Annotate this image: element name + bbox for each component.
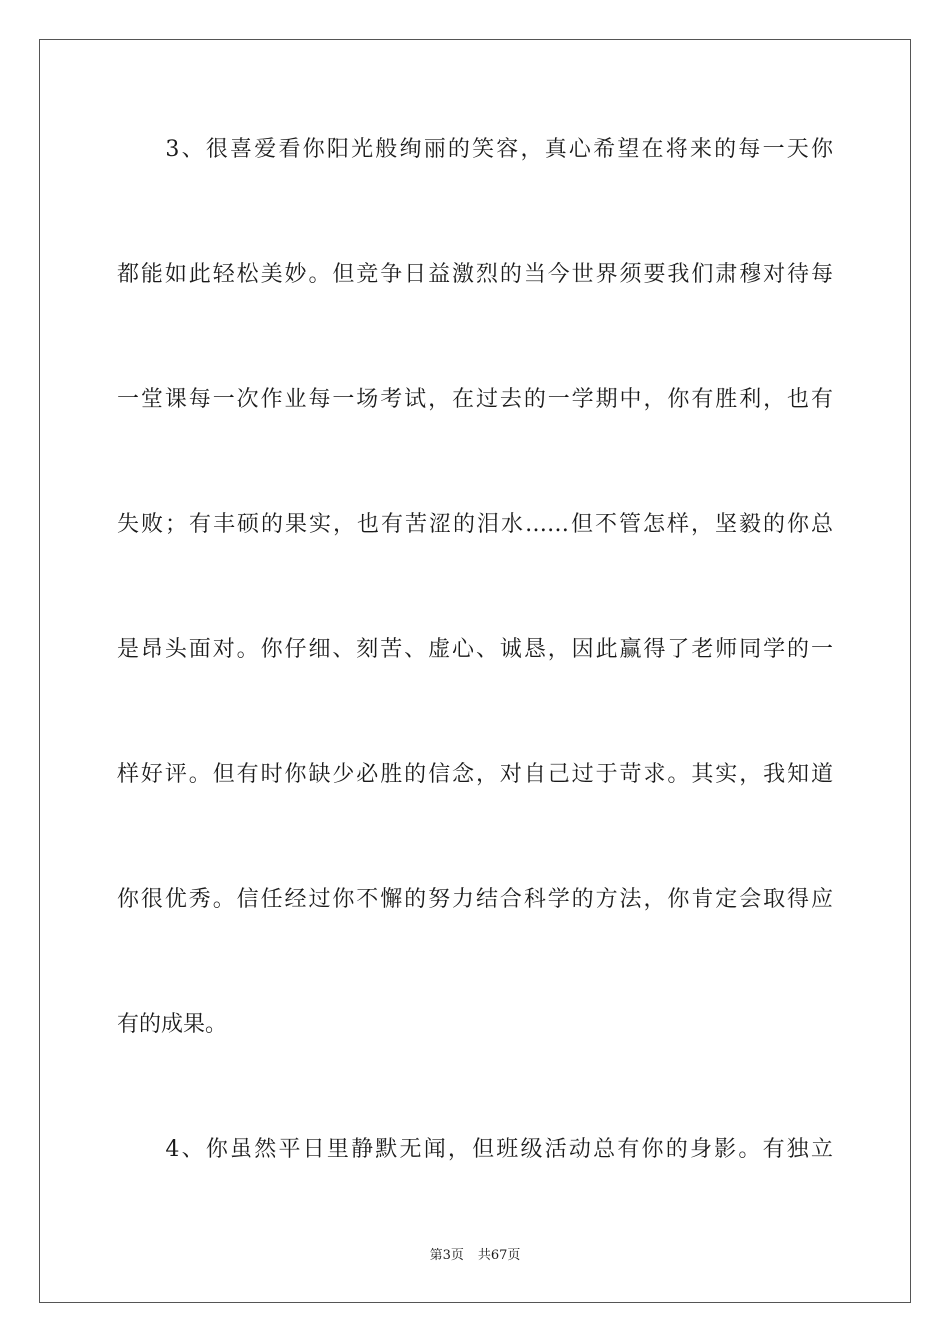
page-total: 共67页 (477, 1248, 521, 1263)
paragraph-3-line-2: 都能如此轻松美妙。但竞争日益激烈的当今世界须要我们肃穆对待每 (117, 262, 833, 287)
page-number: 第3页 (429, 1248, 464, 1263)
paragraph-3-line-8: 有的成果。 (117, 1012, 228, 1037)
page-border (39, 39, 911, 1303)
paragraph-3-line-6: 样好评。但有时你缺少必胜的信念，对自己过于苛求。其实，我知道 (117, 762, 833, 787)
page-footer (0, 1247, 950, 1265)
paragraph-4-line-1: 4、你虽然平日里静默无闻，但班级活动总有你的身影。有独立 (117, 1137, 833, 1162)
paragraph-3-line-5: 是昂头面对。你仔细、刻苦、虚心、诚恳，因此赢得了老师同学的一 (117, 637, 833, 662)
paragraph-3-line-7: 你很优秀。信任经过你不懈的努力结合科学的方法，你肯定会取得应 (117, 887, 833, 912)
paragraph-3-line-1: 3、很喜爱看你阳光般绚丽的笑容，真心希望在将来的每一天你 (117, 137, 833, 162)
paragraph-3-line-4: 失败；有丰硕的果实，也有苦涩的泪水……但不管怎样，坚毅的你总 (117, 512, 833, 537)
paragraph-3-line-3: 一堂课每一次作业每一场考试，在过去的一学期中，你有胜利，也有 (117, 387, 833, 412)
